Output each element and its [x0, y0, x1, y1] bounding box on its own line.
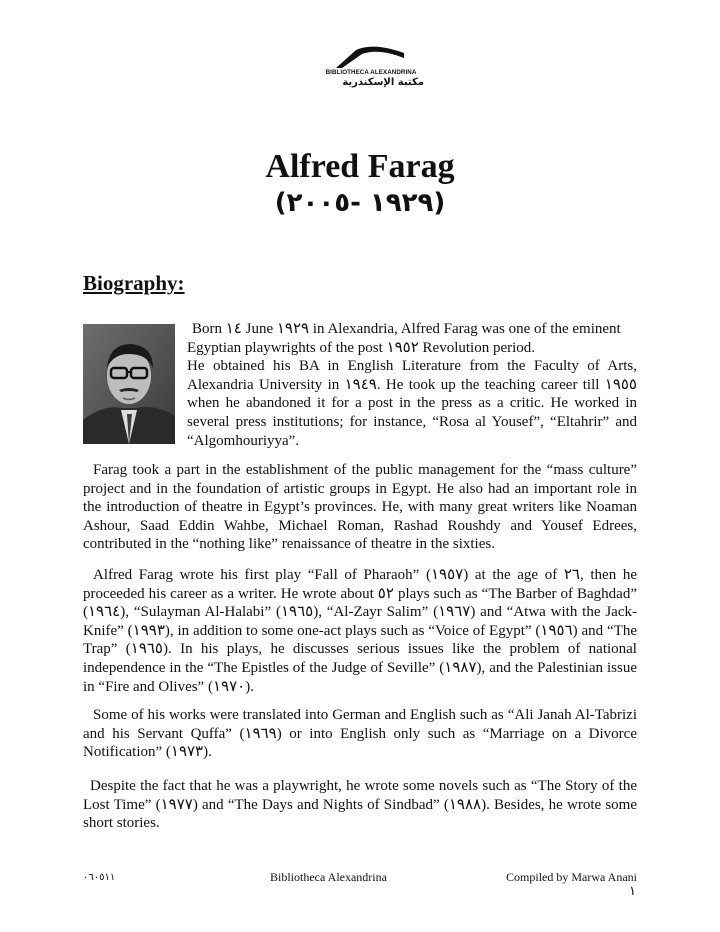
section-heading: Biography: [83, 271, 185, 295]
paragraph-line: He obtained his BA in English Literature from the Faculty of Arts, [187, 358, 637, 375]
biography-paragraph-2: Farag took a part in the establishment of the public management for the “mass culture” project and in the foundation of artistic groups in Egypt. He also had an important role in the introduction of theatre in Egypt’s provinces. He, with many great writers like Noaman Ashour, Saad Eddin Wahbe, Michael Roman, Rashad Roushdy and Yousef Edrees, contributed in the “nothing like” renaissance of theatre in the sixties. [83, 462, 637, 553]
page-title: Alfred Farag [265, 148, 455, 185]
portrait-photo [83, 324, 175, 444]
biography-paragraph-1 [187, 320, 637, 450]
bibliotheca-alexandrina-logo [318, 44, 424, 96]
paragraph-line: Born ١٤ June ١٩٢٩ in Alexandria, Alfred Farag was one of the eminent [192, 321, 621, 337]
biography-paragraph-3: Alfred Farag wrote his first play “Fall of Pharaoh” (١٩٥٧) at the age of ٢٦, then he proceeded his career as a writer. He wrote about ٥٢ plays such as “The Barber of Baghdad” (١٩٦٤), “Sulayman Al-Halabi” (١٩٦٥), “Al-Zayr Salim” (١٩٦٧) and “Atwa with the Jack-Knife” (١٩٩٣), in addition to some one-act plays such as “Voice of Egypt” (١٩٥٦) and “The Trap” (١٩٦٥). In his plays, he discusses serious issues like the problem of national independence in the “The Epistles of the Judge of Seville” (١٩٨٧), and the Palestinian issue in “Fire and Olives” (١٩٧٠). [83, 567, 637, 695]
footer-publisher: Bibliotheca Alexandrina [270, 870, 387, 884]
logo-text-en: BIBLIOTHECA ALEXANDRINA [325, 69, 417, 76]
logo-text-ar: مكتبة الإسكندرية [342, 77, 424, 88]
paragraph-line: Alexandria University in ١٩٤٩. He took up the teaching career till ١٩٥٥ [187, 376, 637, 393]
paragraph-line: Egyptian playwrights of the post ١٩٥٢ Revolution period. [187, 339, 536, 356]
life-years: (١٩٢٩ -٢٠٠٥) [274, 188, 446, 218]
page-number: ١ [629, 884, 636, 899]
footer-document-code: ٠٦٠٥١١ [83, 872, 116, 883]
biography-paragraph-5: Despite the fact that he was a playwright, he wrote some novels such as “The Story of the Lost Time” (١٩٧٧) and “The Days and Nights of Sindbad” (١٩٨٨). Besides, he wrote some short stories. [83, 778, 637, 832]
footer-compiler: Compiled by Marwa Anani [506, 870, 637, 884]
paragraph-line: when he abandoned it for a post in the press as a critic. He worked in [187, 395, 637, 412]
biography-paragraph-4: Some of his works were translated into German and English such as “Ali Janah Al-Tabrizi and his Servant Quffa” (١٩٦٩) or into English only such as “Marriage on a Divorce Notification” (١٩٧٣). [83, 707, 637, 761]
paragraph-line: several press institutions; for instance, “Rosa al Yousef”, “Eltahrir” and [187, 413, 637, 430]
paragraph-line: “Algomhouriyya”. [187, 432, 300, 449]
library-roof-icon [334, 44, 406, 70]
